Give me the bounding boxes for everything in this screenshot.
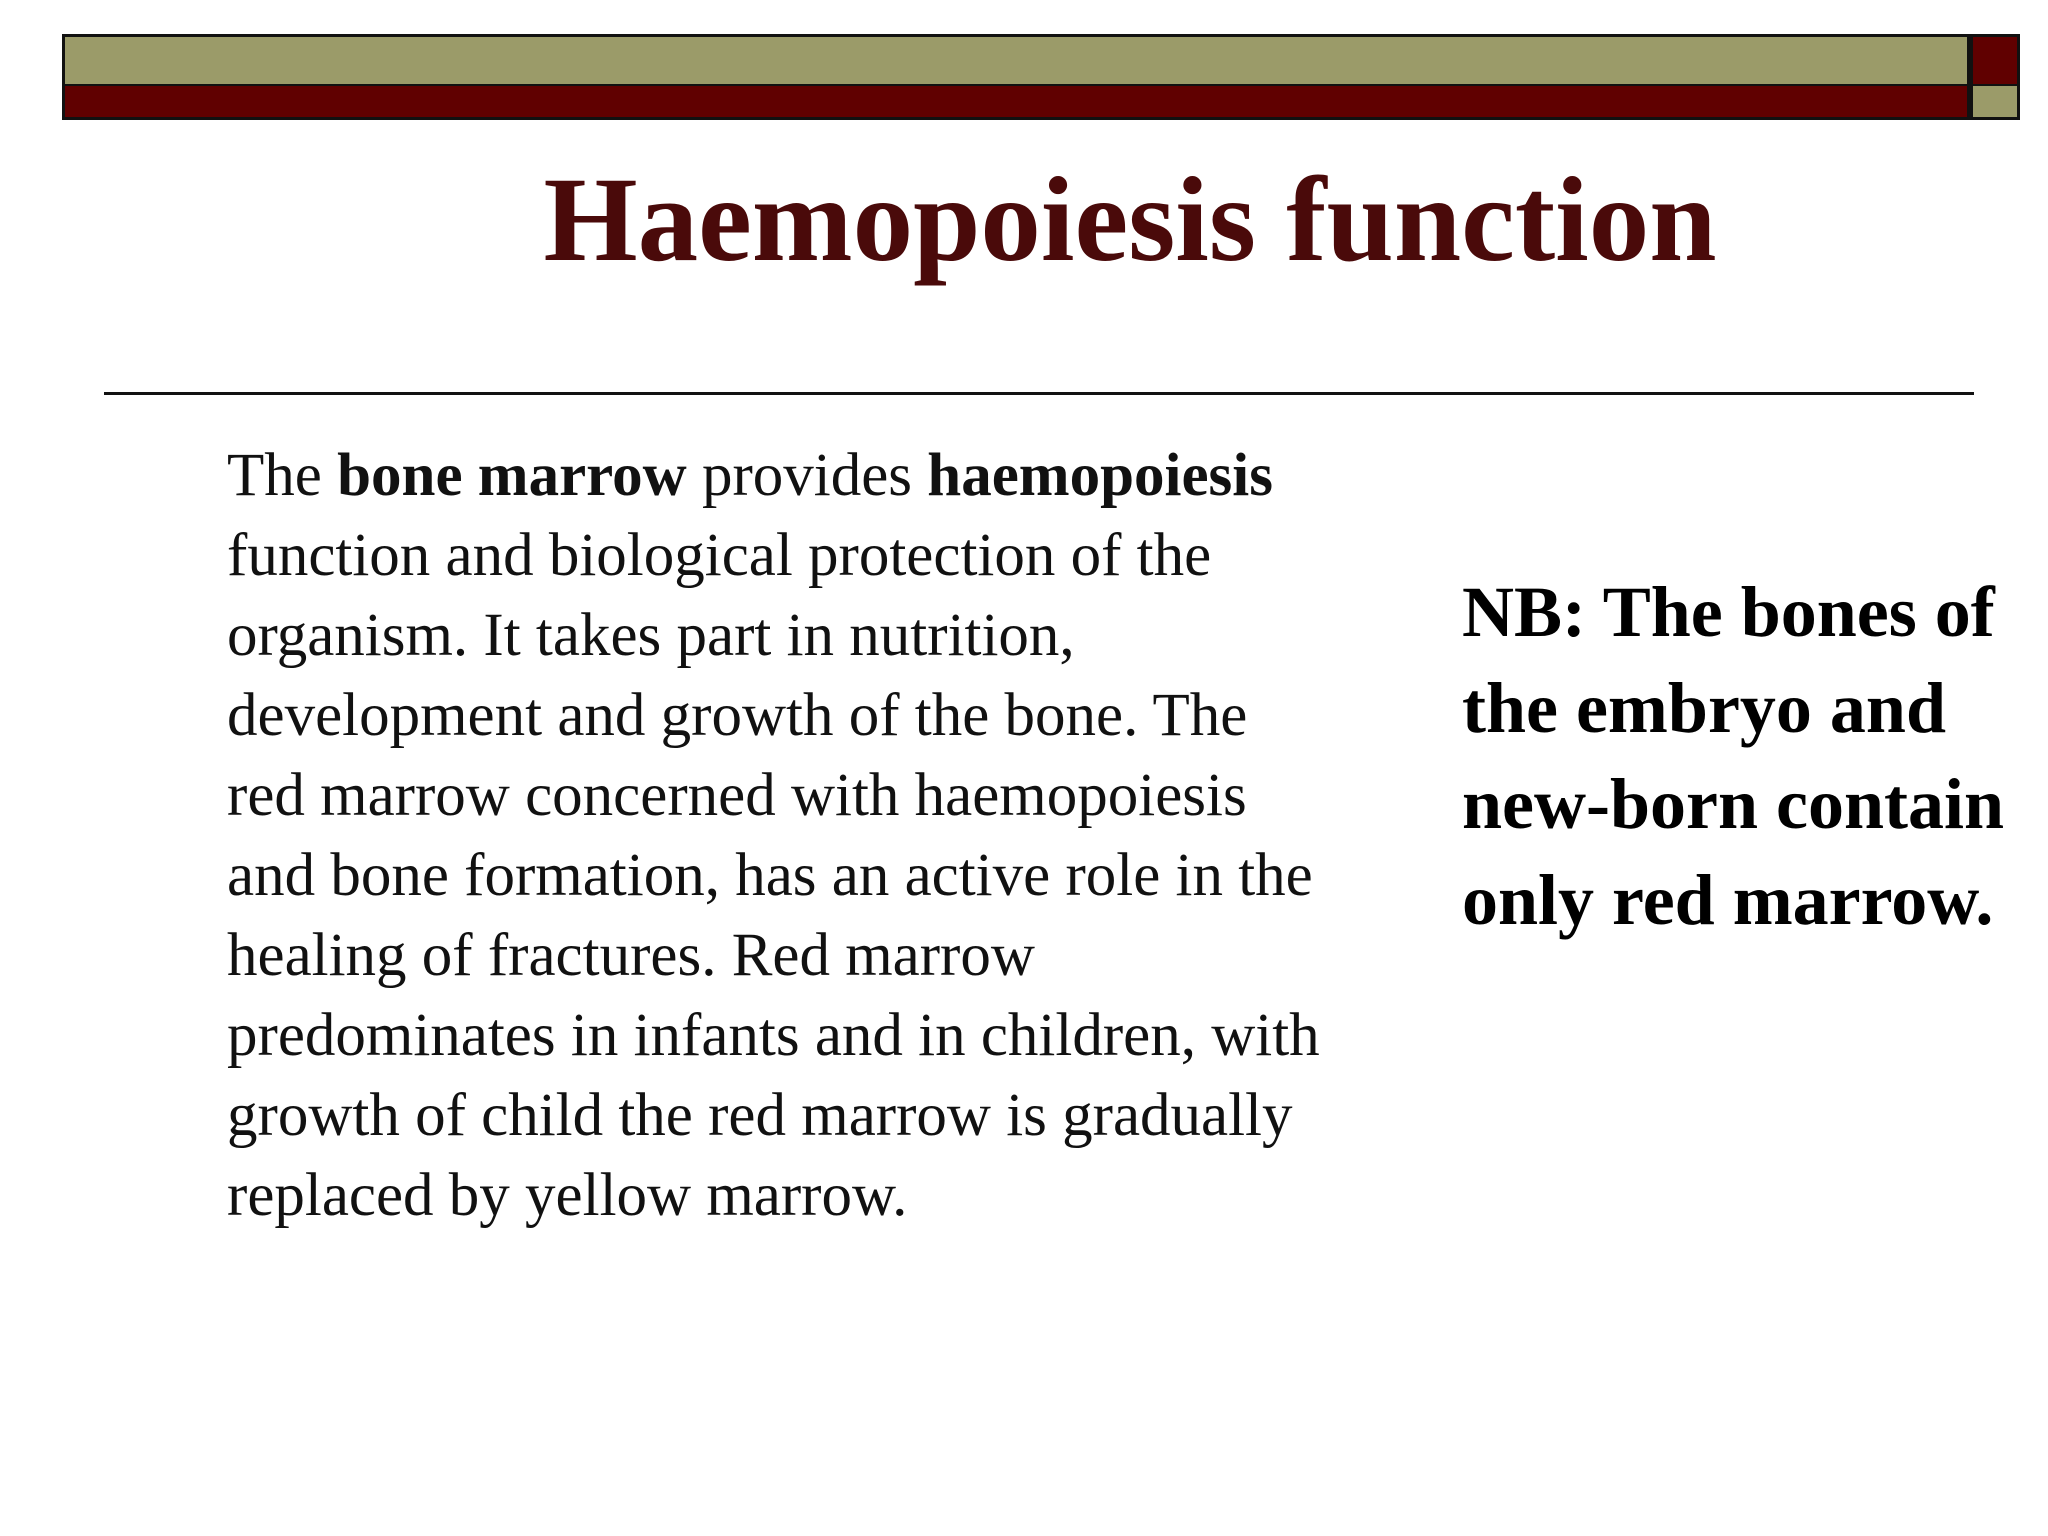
- paragraph-bold-bone-marrow: bone marrow: [337, 442, 687, 509]
- header-corner-red: [1970, 34, 2020, 84]
- paragraph-text-1: The: [227, 442, 338, 509]
- header-bar-red: [62, 84, 1970, 120]
- title-divider: [104, 392, 1974, 395]
- paragraph-bold-haemopoiesis: haemopoiesis: [927, 442, 1273, 509]
- paragraph-text-3: function and biological protection of the organism. It takes part in nutrition, development and growth of the bone. The red marrow concerned with haemopoiesis and bone formation, has an active role in the healing of fractures. Red marrow predominates in infants and in children, with growth of child the red marrow is gradually replaced by yellow marrow.: [227, 522, 1320, 1229]
- body-paragraph: [227, 436, 1327, 1236]
- slide-title: Haemopoiesis function: [543, 153, 1717, 287]
- nb-note: NB: The bones of the embryo and new-born contain only red marrow.: [1462, 572, 2005, 940]
- paragraph-text-2: provides: [686, 442, 928, 509]
- header-corner-olive: [1970, 84, 2020, 120]
- header-bar-olive: [62, 34, 1970, 84]
